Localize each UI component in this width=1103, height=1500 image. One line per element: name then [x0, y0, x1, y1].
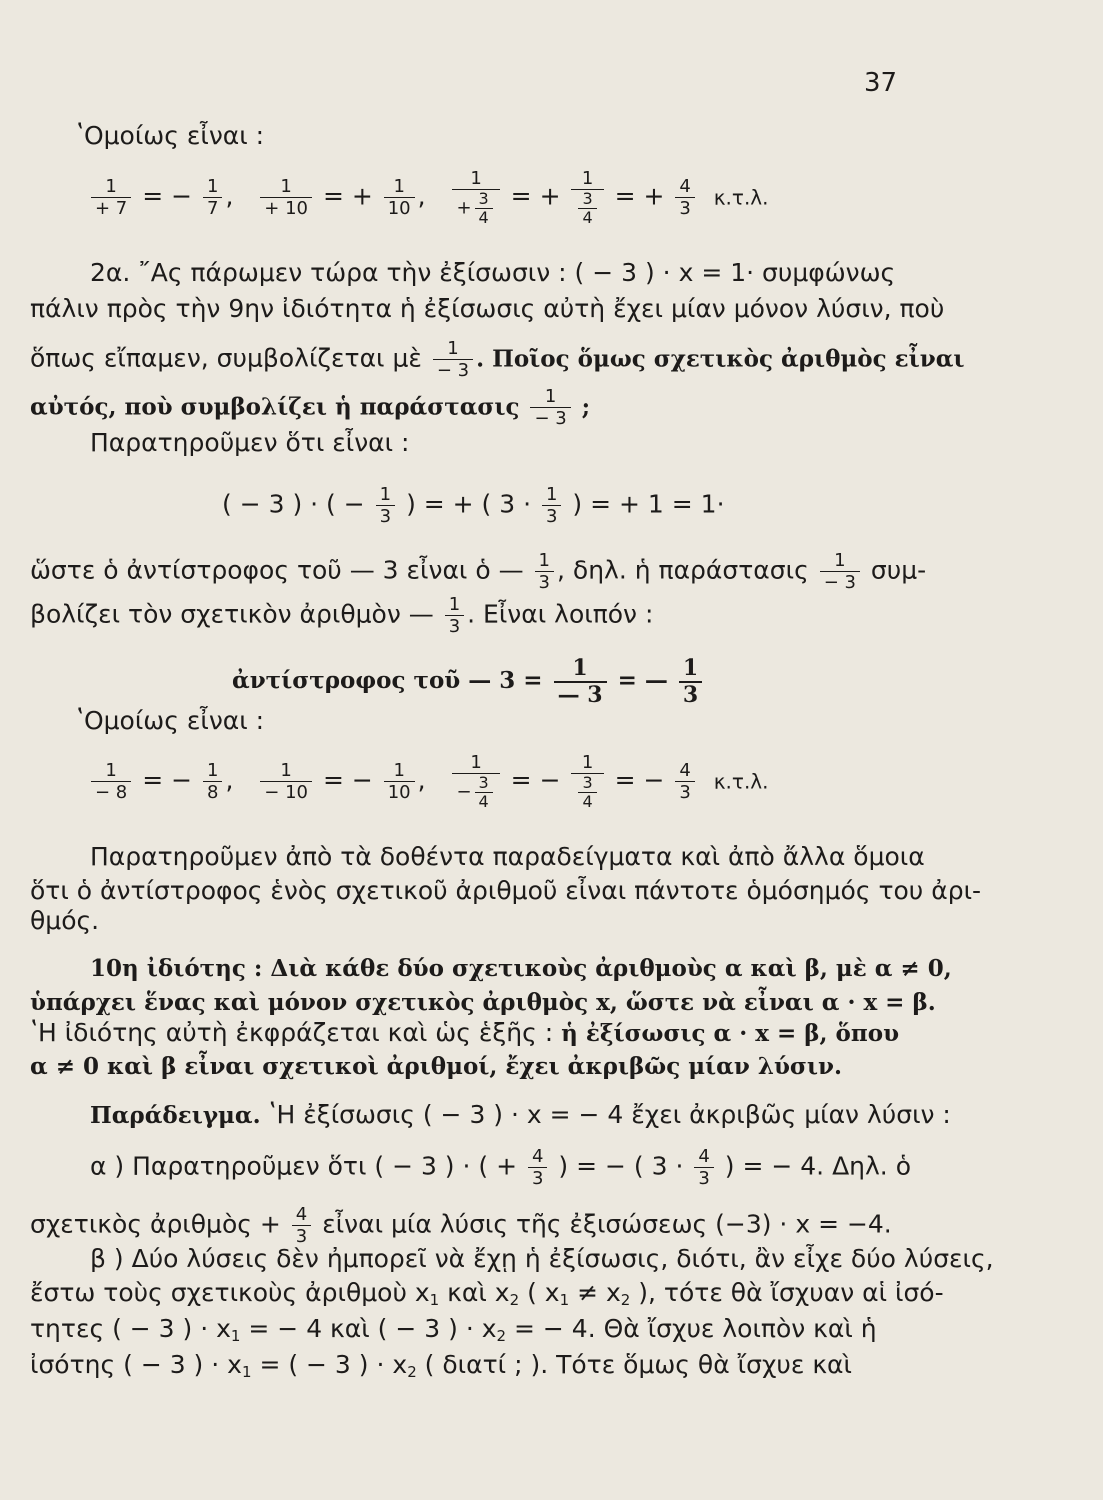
fraction: $\frac{1}{10}$ — [384, 176, 415, 219]
fraction: $\frac{4}{3}$ — [694, 1146, 713, 1189]
text-line: Παρατηροῦμεν ἀπὸ τὰ δοθέντα παραδείγματα καὶ ἀπὸ ἄλλα ὅμοια — [90, 842, 925, 871]
fraction: $\frac{1}{3}$ — [376, 484, 395, 527]
text-line: πάλιν πρὸς τὴν 9ην ἰδιότητα ἡ ἐξίσωσις αὐτὴ ἔχει μίαν μόνον λύσιν, ποὺ — [30, 294, 945, 323]
fraction: $\frac{1}{- 10}$ — [260, 760, 312, 803]
compound-fraction: $\frac{1}{\frac{3}{4}}$ — [571, 168, 603, 227]
fraction: $\frac{1}{+ 10}$ — [260, 176, 312, 219]
fraction: $\frac{1}{— 3}$ — [554, 656, 607, 708]
compound-fraction: 1 − $\frac{3}{4}$ — [452, 752, 499, 811]
fraction: $\frac{1}{10}$ — [384, 760, 415, 803]
fraction: $\frac{1}{- 8}$ — [91, 760, 131, 803]
compound-fraction: 1 + $\frac{3}{4}$ — [452, 168, 499, 227]
fraction: $\frac{1}{- 3}$ — [433, 338, 473, 381]
text-line: ʽΟμοίως εἶναι : — [76, 706, 265, 735]
fraction: $\frac{1}{3}$ — [542, 484, 561, 527]
fraction: $\frac{3}{4}$ — [475, 190, 493, 227]
text-line: ὥστε ὁ ἀντίστροφος τοῦ — 3 εἶναι ὁ — $\frac{1}{3}$ , δηλ. ἡ παράστασις $\frac{1}{- 3}$ συμ- — [30, 550, 927, 593]
equation-row-2: ( − 3 ) · ( − $\frac{1}{3}$ ) = + ( 3 · $\frac{1}{3}$ ) = + 1 = 1· — [222, 484, 725, 527]
text-line: ἔστω τοὺς σχετικοὺς ἀριθμοὺ $x_1$ καὶ $x_2$ ( $x_1 \ne x_2$ ), τότε θὰ ἴσχυαν αἱ ἰσό- — [30, 1278, 944, 1309]
fraction: $\frac{1}{7}$ — [203, 176, 222, 219]
text-line: τητες ( − 3 ) · $x_1$ = − 4 καὶ ( − 3 ) · $x_2$ = − 4. Θὰ ἴσχυε λοιπὸν καὶ ἡ — [30, 1314, 877, 1345]
fraction: $\frac{3}{4}$ — [578, 774, 596, 811]
page-number: 37 — [864, 68, 898, 98]
text-line: ʽΟμοίως εἶναι : — [76, 121, 265, 150]
text-line: β ) Δύο λύσεις δὲν ἠμπορεῖ νὰ ἔχῃ ἡ ἐξίσωσις, διότι, ἂν εἶχε δύο λύσεις, — [90, 1244, 994, 1273]
text-line: ὅτι ὁ ἀντίστροφος ἑνὸς σχετικοῦ ἀριθμοῦ εἶναι πάντοτε ὁμόσημός του ἀρι- — [30, 876, 982, 905]
text-line: Παρατηροῦμεν ὅτι εἶναι : — [90, 428, 410, 457]
fraction: $\frac{3}{4}$ — [475, 774, 493, 811]
fraction: $\frac{1}{- 3}$ — [820, 550, 860, 593]
fraction: $\frac{1}{- 3}$ — [530, 386, 570, 429]
text-line: θμός. — [30, 906, 100, 935]
property-heading: 10η ἰδιότης : Διὰ κάθε δύο σχετικοὺς ἀριθμοὺς α καὶ β, μὲ α ≠ 0, — [90, 955, 952, 982]
fraction: $\frac{4}{3}$ — [675, 760, 694, 803]
text-line: α ≠ 0 καὶ β εἶναι σχετικοὶ ἀριθμοί, ἔχει ἀκριβῶς μίαν λύσιν. — [30, 1053, 842, 1080]
text-line: αὐτός, ποὺ συμβολίζει ἡ παράστασις $\frac{1}{- 3}$ ; — [30, 386, 591, 429]
equation-row-1: $\frac{1}{+ 7}$ = − $\frac{1}{7}$ , $\frac{1}{+ 10}$ = + $\frac{1}{10}$ , 1 + $\frac{3}{4}$ = + $\frac{1}{\frac{3}{4}}$ = + $\frac{4}{3}$ κ.τ.λ. — [88, 168, 769, 227]
antistrofos-formula: ἀντίστροφος τοῦ — 3 = $\frac{1}{— 3}$ = — $\frac{1}{3}$ — [232, 656, 705, 708]
fraction: $\frac{4}{3}$ — [675, 176, 694, 219]
fraction: $\frac{1}{+ 7}$ — [91, 176, 131, 219]
text-line: ʽΗ ἰδιότης αὐτὴ ἐκφράζεται καὶ ὡς ἑξῆς : ἡ ἐξίσωσις α · x = β, ὅπου — [30, 1018, 900, 1047]
equation-row-3: $\frac{1}{- 8}$ = − $\frac{1}{8}$ , $\frac{1}{- 10}$ = − $\frac{1}{10}$ , 1 − $\frac{3}{4}$ = − $\frac{1}{\frac{3}{4}}$ = − $\frac{4}{3}$ κ.τ.λ. — [88, 752, 769, 811]
text-line: βολίζει τὸν σχετικὸν ἀριθμὸν — $\frac{1}{3}$ . Εἶναι λοιπόν : — [30, 594, 654, 637]
text-line: ἰσότης ( − 3 ) · $x_1$ = ( − 3 ) · $x_2$ ( διατί ; ). Τότε ὅμως θὰ ἴσχυε καὶ — [30, 1350, 852, 1381]
example-heading: Παράδειγμα. ʽΗ ἐξίσωσις ( − 3 ) · x = − 4 ἔχει ἀκριβῶς μίαν λύσιν : — [90, 1100, 951, 1129]
fraction: $\frac{4}{3}$ — [528, 1146, 547, 1189]
text-line: σχετικὸς ἀριθμὸς + $\frac{4}{3}$ εἶναι μία λύσις τῆς ἐξισώσεως (−3) · x = −4. — [30, 1204, 892, 1247]
fraction: $\frac{1}{8}$ — [203, 760, 222, 803]
fraction: $\frac{1}{3}$ — [445, 594, 464, 637]
text-line: ὅπως εἴπαμεν, συμβολίζεται μὲ $\frac{1}{- 3}$ . Ποῖος ὅμως σχετικὸς ἀριθμὸς εἶναι — [30, 338, 965, 381]
compound-fraction: $\frac{1}{\frac{3}{4}}$ — [571, 752, 603, 811]
text-line: α ) Παρατηροῦμεν ὅτι ( − 3 ) · ( + $\frac{4}{3}$ ) = − ( 3 · $\frac{4}{3}$ ) = − 4. Δηλ. ὁ — [90, 1146, 911, 1189]
text-line: 2α. ῎Ας πάρωμεν τώρα τὴν ἐξίσωσιν : ( − 3 ) · x = 1· συμφώνως — [90, 258, 896, 287]
fraction: $\frac{4}{3}$ — [292, 1204, 311, 1247]
fraction: $\frac{3}{4}$ — [578, 190, 596, 227]
fraction: $\frac{1}{3}$ — [679, 656, 702, 708]
text-line: ὑπάρχει ἕνας καὶ μόνον σχετικὸς ἀριθμὸς x, ὥστε νὰ εἶναι α · x = β. — [30, 989, 936, 1016]
fraction: $\frac{1}{3}$ — [535, 550, 554, 593]
